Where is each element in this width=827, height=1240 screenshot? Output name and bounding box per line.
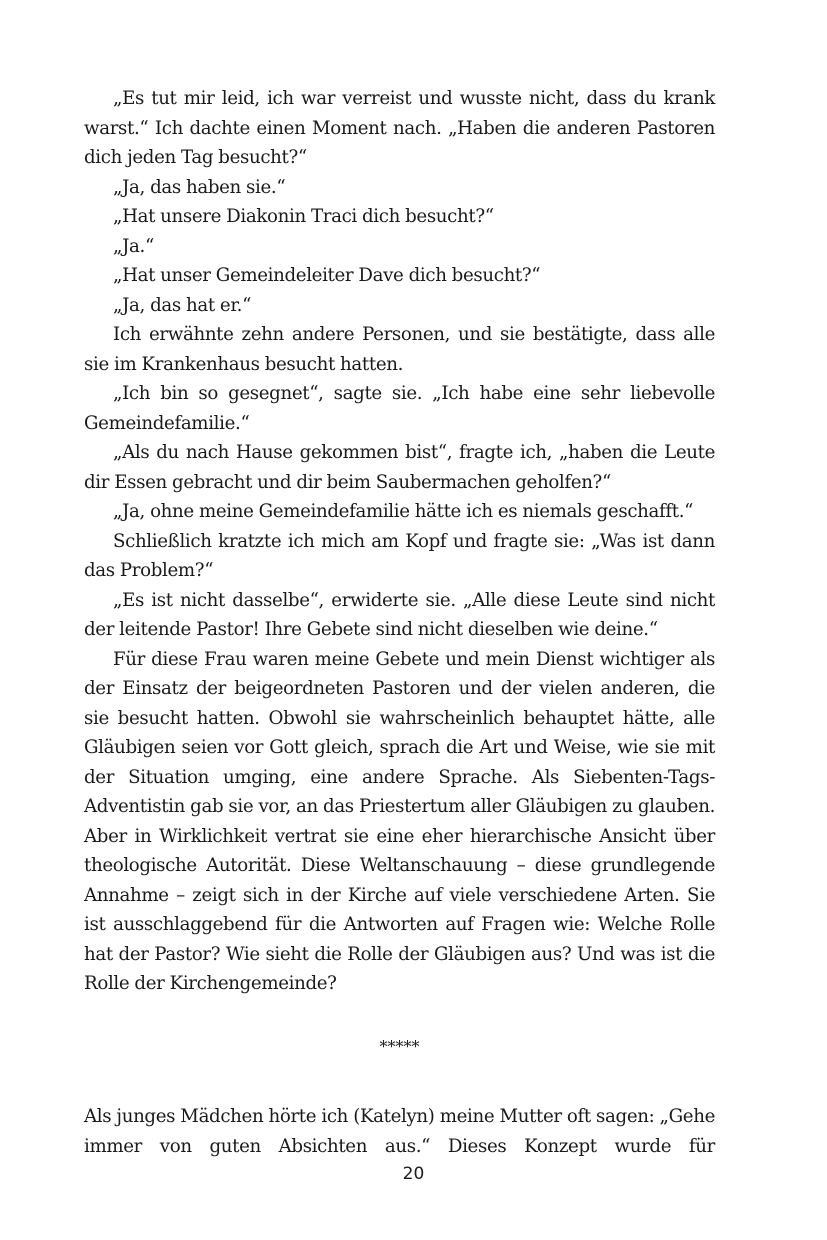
paragraph-6: „Ja, das hat er.“ <box>113 294 252 316</box>
paragraph-8: „Ich bin so gesegnet“, sagte sie. „Ich habe eine sehr liebevolle Gemeindefamilie.“ <box>84 383 715 434</box>
paragraph-3: „Hat unsere Diakonin Traci dich besucht?“ <box>113 206 494 227</box>
page-number: 20 <box>402 1164 425 1184</box>
page-body <box>84 84 715 1161</box>
section-opening-paragraph: Als junges Mädchen hörte ich (Katelyn) meine Mutter oft sagen: „Gehe immer von guten Absichten aus.“ Dieses Konzept wurde für <box>84 1106 715 1157</box>
paragraph-9: „Als du nach Hause gekommen bist“, fragte ich, „haben die Leute dir Essen gebracht und dir beim Saubermachen geholfen?“ <box>84 442 715 493</box>
section-separator: ***** <box>379 1036 420 1056</box>
paragraph-5: „Hat unser Gemeindeleiter Dave dich besucht?“ <box>113 265 541 286</box>
paragraph-11: Schließlich kratzte ich mich am Kopf und fragte sie: „Was ist dann das Problem?“ <box>84 530 715 581</box>
paragraph-1: „Es tut mir leid, ich war verreist und wusste nicht, dass du krank warst.“ Ich dachte einen Moment nach. „Haben die anderen Pastoren dich jeden Tag besucht?“ <box>84 88 715 168</box>
paragraph-10: „Ja, ohne meine Gemeindefamilie hätte ich es niemals geschafft.“ <box>113 501 694 522</box>
paragraph-7: Ich erwähnte zehn andere Personen, und sie bestätigte, dass alle sie im Krankenhaus besucht hatten. <box>84 324 715 375</box>
paragraph-2: „Ja, das haben sie.“ <box>113 176 286 198</box>
paragraph-13: Für diese Frau waren meine Gebete und mein Dienst wichtiger als der Einsatz der beigeordneten Pastoren und der vielen anderen, die sie besucht hatten. Obwohl sie wahrscheinlich behauptet hätte, alle Gläubigen seien vor Gott gleich, sprach die Art und Weise, wie sie mit der Situation umging, eine andere Sprache. Als Siebenten-Tags-Adventistin gab sie vor, an das Priestertum aller Gläubigen zu glauben. Aber in Wirklichkeit vertrat sie eine eher hierarchische Ansicht über theologische Autorität. Diese Weltanschauung – diese grundlegende Annahme – zeigt sich in der Kirche auf viele verschiedene Arten. Sie ist ausschlaggebend für die Antworten auf Fragen wie: Welche Rolle hat der Pastor? Wie sieht die Rolle der Gläubigen aus? Und was ist die Rolle der Kirchengemeinde? <box>84 648 715 994</box>
paragraph-12: „Es ist nicht dasselbe“, erwiderte sie. „Alle diese Leute sind nicht der leitende Pastor! Ihre Gebete sind nicht dieselben wie deine.“ <box>84 589 715 640</box>
paragraph-4: „Ja.“ <box>113 235 154 257</box>
